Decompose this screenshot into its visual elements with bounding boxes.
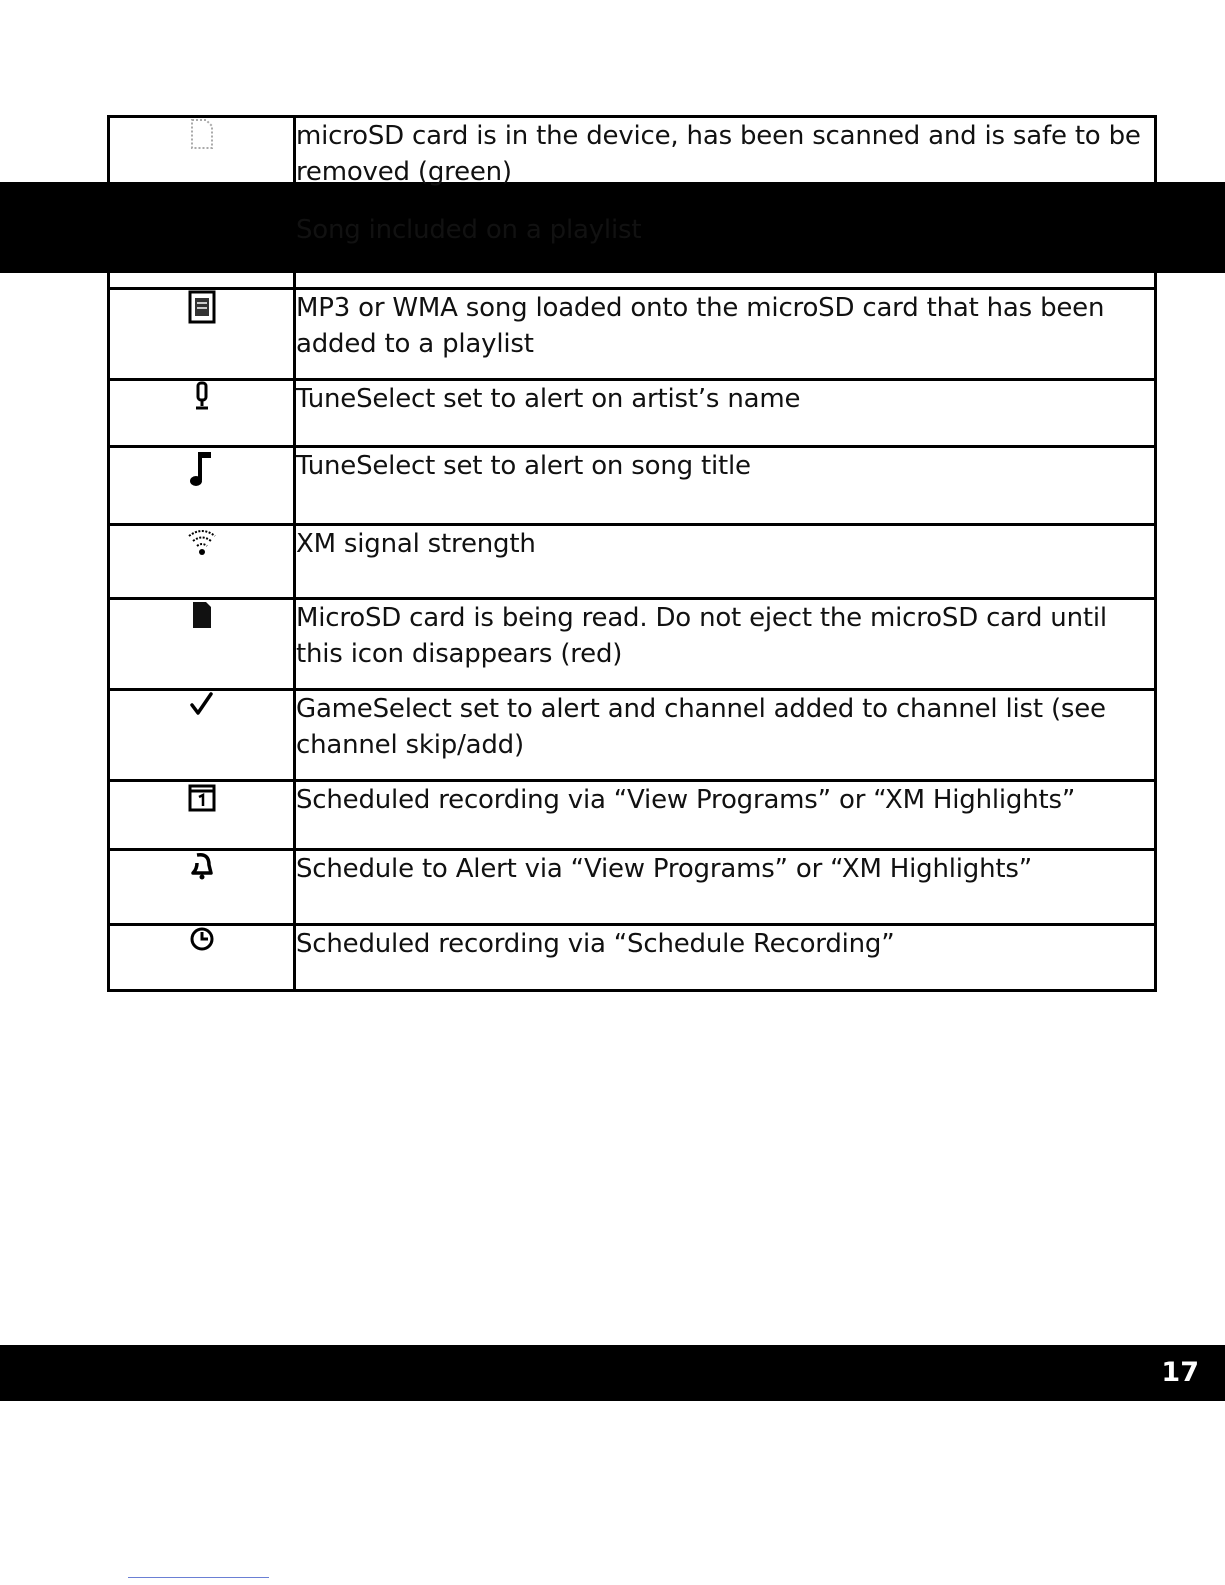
icon-description: XM signal strength bbox=[295, 525, 1156, 599]
icon-description: TuneSelect set to alert on artist’s name bbox=[295, 380, 1156, 447]
microphone-icon bbox=[194, 381, 210, 411]
table-row bbox=[109, 599, 1156, 690]
table-row bbox=[109, 690, 1156, 781]
icon-description: Scheduled recording via “View Programs” or “XM Highlights” bbox=[295, 781, 1156, 850]
bell-icon bbox=[189, 851, 215, 881]
icon-description: MicroSD card is being read. Do not eject the microSD card until this icon disappears (red) bbox=[295, 599, 1156, 690]
playlist-icon bbox=[189, 212, 215, 246]
table-row bbox=[109, 525, 1156, 599]
calendar-icon bbox=[188, 782, 216, 812]
microsd-card-filled-icon bbox=[191, 600, 213, 630]
icon-cell bbox=[109, 525, 295, 599]
icon-cell bbox=[109, 781, 295, 850]
icon-description: MP3 or WMA song loaded onto the microSD card that has been added to a playlist bbox=[295, 289, 1156, 380]
icon-cell bbox=[109, 447, 295, 525]
icon-cell bbox=[109, 289, 295, 380]
table-row bbox=[109, 211, 1156, 289]
table-row bbox=[109, 289, 1156, 380]
icon-description: Song included on a playlist bbox=[295, 211, 1156, 289]
page-number: 17 bbox=[1161, 1357, 1199, 1388]
icon-description: microSD card is in the device, has been scanned and is safe to be removed (green) bbox=[295, 117, 1156, 211]
icon-cell bbox=[109, 211, 295, 289]
icon-description: GameSelect set to alert and channel added to channel list (see channel skip/add) bbox=[295, 690, 1156, 781]
music-note-icon bbox=[189, 448, 215, 488]
icon-cell bbox=[109, 925, 295, 991]
checkmark-icon bbox=[190, 691, 214, 717]
table-row bbox=[109, 781, 1156, 850]
icon-description: Scheduled recording via “Schedule Recording” bbox=[295, 925, 1156, 991]
icon-cell bbox=[109, 850, 295, 925]
microsd-card-outline-icon bbox=[189, 118, 215, 150]
table-row bbox=[109, 850, 1156, 925]
table-row bbox=[109, 380, 1156, 447]
table-row bbox=[109, 117, 1156, 211]
icon-legend-table bbox=[107, 115, 1157, 992]
footer-bar bbox=[0, 1345, 1225, 1401]
table-row bbox=[109, 925, 1156, 991]
clock-icon bbox=[189, 926, 215, 952]
icon-cell bbox=[109, 380, 295, 447]
icon-cell bbox=[109, 599, 295, 690]
playlist-song-file-icon bbox=[188, 290, 216, 324]
table-row bbox=[109, 447, 1156, 525]
icon-cell bbox=[109, 117, 295, 211]
icon-cell bbox=[109, 690, 295, 781]
signal-strength-icon bbox=[186, 526, 218, 558]
icon-description: Schedule to Alert via “View Programs” or “XM Highlights” bbox=[295, 850, 1156, 925]
icon-description: TuneSelect set to alert on song title bbox=[295, 447, 1156, 525]
scan-artifact-line bbox=[128, 1577, 269, 1578]
